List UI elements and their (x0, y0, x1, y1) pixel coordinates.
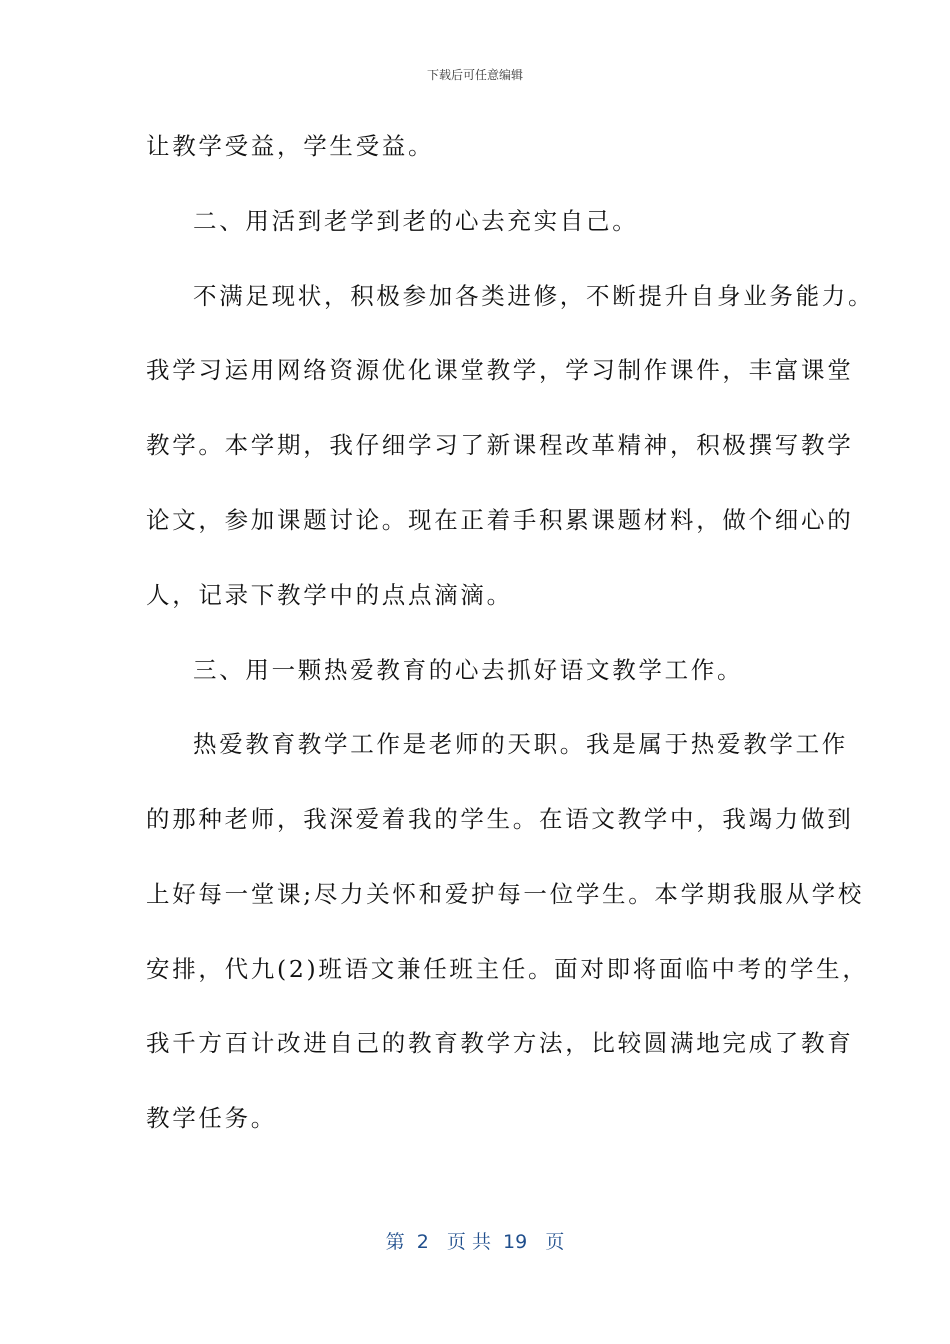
section-heading: 二、用活到老学到老的心去充实自己。 (193, 207, 639, 235)
body-line: 教学。本学期，我仔细学习了新课程改革精神，积极撰写教学 (146, 431, 854, 459)
body-line: 我学习运用网络资源优化课堂教学，学习制作课件，丰富课堂 (146, 356, 854, 384)
paragraph-first-line: 热爱教育教学工作是老师的天职。我是属于热爱教学工作 (193, 730, 848, 758)
paragraph-first-line: 不满足现状，积极参加各类进修，不断提升自身业务能力。 (193, 282, 875, 310)
body-line: 让教学受益，学生受益。 (146, 132, 435, 160)
body-line: 我千方百计改进自己的教育教学方法，比较圆满地完成了教育 (146, 1029, 854, 1057)
page-number-footer: 第 2 页 共 19 页 (385, 1231, 565, 1253)
body-line: 教学任务。 (146, 1104, 277, 1132)
body-line: 论文，参加课题讨论。现在正着手积累课题材料，做个细心的 (146, 506, 854, 534)
body-line: 的那种老师，我深爱着我的学生。在语文教学中，我竭力做到 (146, 805, 854, 833)
section-heading: 三、用一颗热爱教育的心去抓好语文教学工作。 (193, 656, 744, 684)
body-line: 安排，代九(2)班语文兼任班主任。面对即将面临中考的学生， (146, 955, 869, 983)
page-header: 下载后可任意编辑 (426, 68, 523, 82)
body-line: 上好每一堂课;尽力关怀和爱护每一位学生。本学期我服从学校 (146, 880, 865, 908)
body-line: 人，记录下教学中的点点滴滴。 (146, 581, 513, 609)
